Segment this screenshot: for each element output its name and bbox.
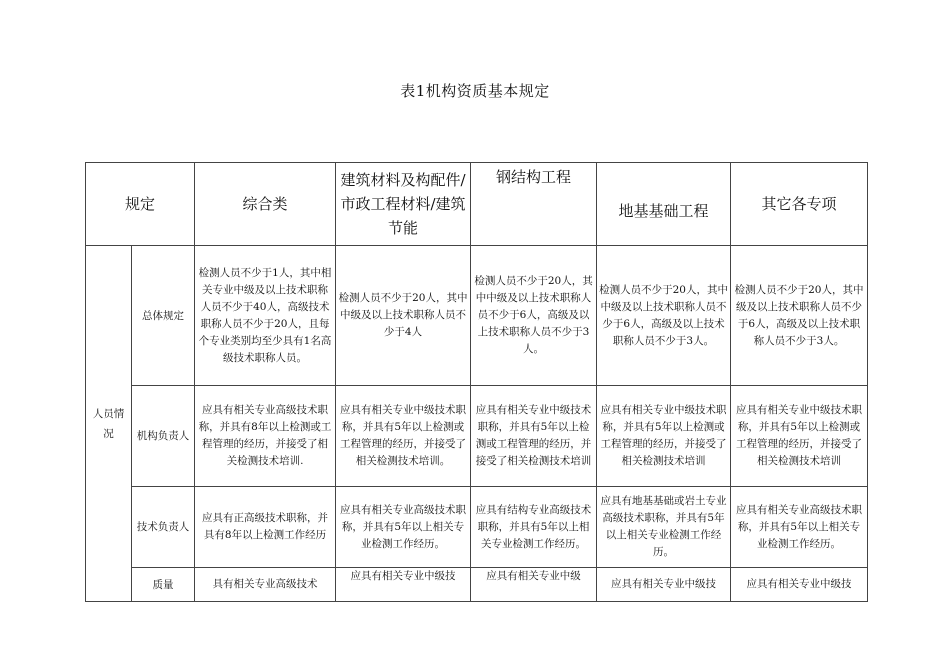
header-row — [86, 163, 868, 246]
cell-techhead-comprehensive: 应具有正高级技术职称，并具有8年以上检测工作经历 — [195, 487, 336, 568]
row-label-tech-head: 技术负责人 — [132, 487, 195, 568]
table-row — [86, 568, 868, 602]
cell-quality-foundation: 应具有相关专业中级技 — [597, 568, 731, 602]
header-rule: 规定 — [86, 163, 195, 246]
cell-overall-building-materials: 检测人员不少于20人，其中中级及以上技术职称人员不少于4人 — [336, 246, 471, 386]
cell-overall-comprehensive: 检测人员不少于1人，其中相关专业中级及以上技术职称人员不少于40人，高级技术职称人员不少于20人，且每个专业类别均至少具有1名高级技术职称人员。 — [195, 246, 336, 386]
row-label-overall: 总体规定 — [132, 246, 195, 386]
cell-quality-other: 应具有相关专业中级技 — [731, 568, 868, 602]
cell-techhead-other: 应具有相关专业高级技术职称，并具有5年以上相关专业检测工作经历。 — [731, 487, 868, 568]
cell-orghead-building-materials: 应具有相关专业中级技术职称，并具有5年以上检测或工程管理的经历，并接受了相关检测技术培训。 — [336, 386, 471, 487]
cell-orghead-foundation: 应具有相关专业中级技术职称，并具有5年以上检测或工程管理的经历，并接受了相关检测技术培训 — [597, 386, 731, 487]
cell-overall-foundation: 检测人员不少于20人，其中中级及以上技术职称人员不少于6人，高级及以上技术职称人员不少于3人。 — [597, 246, 731, 386]
header-building-materials: 建筑材料及构配件/市政工程材料/建筑节能 — [336, 163, 471, 246]
table-row — [86, 246, 868, 386]
cell-quality-comprehensive: 具有相关专业高级技术 — [195, 568, 336, 602]
header-foundation: 地基基础工程 — [597, 163, 731, 246]
header-comprehensive: 综合类 — [195, 163, 336, 246]
qualification-table — [85, 162, 868, 602]
table-row — [86, 386, 868, 487]
cell-overall-steel: 检测人员不少于20人，其中中级及以上技术职称人员不少于6人，高级及以上技术职称人员不少于3人。 — [471, 246, 597, 386]
cell-orghead-other: 应具有相关专业中级技术职称，并具有5年以上检测或工程管理的经历，并接受了相关检测技术培训 — [731, 386, 868, 487]
cell-orghead-steel: 应具有相关专业中级技术职称，并具有5年以上检测或工程管理的经历，并接受了相关检测技术培训 — [471, 386, 597, 487]
cell-techhead-building-materials: 应具有相关专业高级技术职称，并具有5年以上相关专业检测工作经历。 — [336, 487, 471, 568]
section-personnel: 人员情况 — [86, 246, 132, 602]
table-title: 表1机构资质基本规定 — [400, 82, 550, 100]
cell-techhead-foundation: 应具有地基基础或岩土专业高级技术职称，并具有5年以上相关专业检测工作经历。 — [597, 487, 731, 568]
row-label-org-head: 机构负责人 — [132, 386, 195, 487]
cell-quality-building-materials: 应具有相关专业中级技 — [336, 568, 471, 602]
cell-orghead-comprehensive: 应具有相关专业高级技术职称，并具有8年以上检测或工程管理的经历，并接受了相关检测技术培训. — [195, 386, 336, 487]
header-other: 其它各专项 — [731, 163, 868, 246]
cell-techhead-steel: 应具有结构专业高级技术职称，并具有5年以上相关专业检测工作经历。 — [471, 487, 597, 568]
header-steel-structure: 钢结构工程 — [471, 163, 597, 246]
row-label-quality: 质量 — [132, 568, 195, 602]
cell-overall-other: 检测人员不少于20人，其中级及以上技术职称人员不少于6人，高级及以上技术职称人员不少于3人。 — [731, 246, 868, 386]
cell-quality-steel: 应具有相关专业中级 — [471, 568, 597, 602]
table-row — [86, 487, 868, 568]
